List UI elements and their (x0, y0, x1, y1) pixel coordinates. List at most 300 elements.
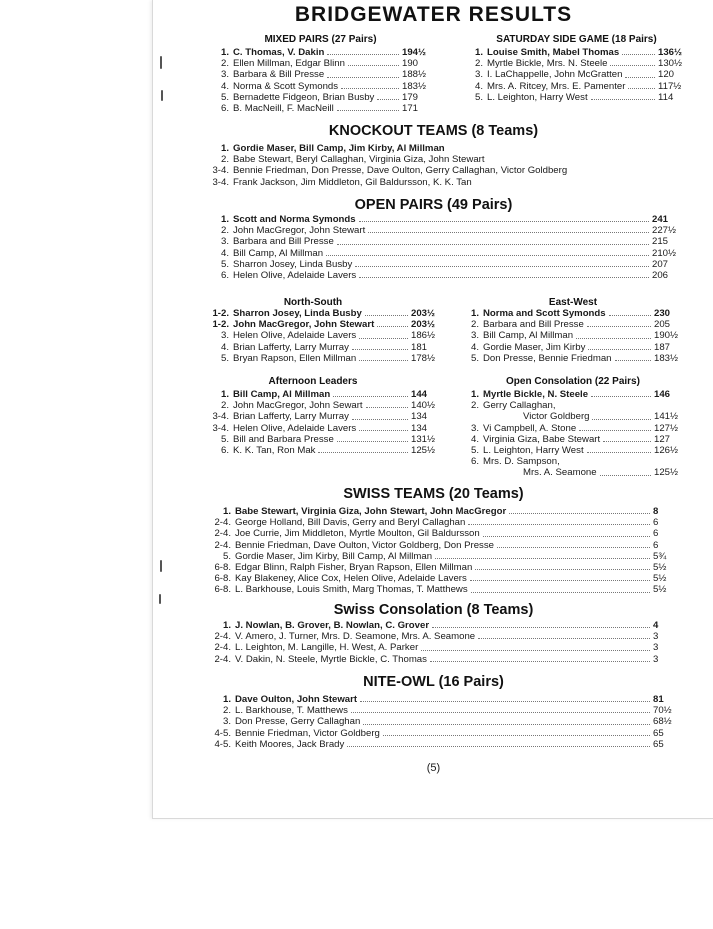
dot-leader (377, 325, 408, 327)
binding-mark (160, 560, 162, 572)
open-consolation-heading: Open Consolation (22 Pairs) (506, 376, 640, 387)
result-row (197, 400, 437, 411)
result-names: Keith Moores, Jack Brady (235, 738, 345, 750)
result-score: 120 (658, 69, 675, 81)
result-score: 3 (653, 653, 659, 665)
result-names: Gordie Maser, Jim Kirby (483, 341, 586, 353)
result-score: 131½ (411, 433, 436, 445)
result-row (465, 353, 680, 364)
dot-leader (383, 734, 650, 736)
result-rank: 5. (220, 433, 229, 445)
result-names: Brian Lafferty, Larry Murray (233, 341, 349, 353)
result-names: K. K. Tan, Ron Mak (233, 444, 316, 456)
result-score: 81 (653, 694, 664, 705)
result-score: 134 (411, 422, 428, 434)
result-row (197, 353, 437, 364)
result-rank: 6. (220, 269, 229, 281)
result-row (213, 81, 428, 92)
result-row (197, 423, 437, 434)
knockout-heading: KNOCKOUT TEAMS (8 Teams) (328, 123, 539, 139)
result-row (197, 389, 437, 400)
dot-leader (352, 348, 408, 350)
result-rank: 4. (220, 80, 229, 92)
result-names: Babe Stewart, Virginia Giza, John Stewart, John MacGregor (235, 506, 507, 517)
result-score: 215 (652, 236, 669, 248)
result-row (199, 694, 679, 705)
page-number: (5) (426, 762, 441, 774)
result-row (199, 654, 679, 665)
result-names: Mrs. D. Sampson, (483, 456, 560, 468)
result-rank: 6. (470, 456, 479, 468)
result-names: L. Barkhouse, T. Matthews (235, 705, 348, 717)
result-names: Sharron Josey, Linda Busby (233, 258, 353, 270)
result-rank: 3. (220, 236, 229, 248)
result-row (199, 517, 679, 528)
result-score: 205 (654, 319, 671, 331)
nite-owl-heading: NITE-OWL (16 Pairs) (363, 674, 504, 690)
result-names: John MacGregor, John Stewart (233, 225, 366, 237)
result-row (465, 423, 680, 434)
result-rank: 1. (220, 214, 229, 225)
result-rank: 2-4. (214, 517, 231, 529)
swiss-heading: SWISS TEAMS (20 Teams) (343, 486, 524, 502)
result-names: John MacGregor, John Stewart (233, 319, 375, 331)
result-score: 210½ (652, 247, 677, 259)
dot-leader (603, 440, 651, 442)
result-rank: 2-4. (214, 539, 231, 551)
dot-leader (359, 429, 408, 431)
result-names: Scott and Norma Symonds (233, 214, 356, 225)
result-score: 68½ (653, 716, 672, 728)
result-row (213, 47, 428, 58)
result-rank: 6. (220, 102, 229, 114)
result-names: L. Leighton, M. Langille, H. West, A. Parker (235, 642, 419, 654)
result-names: Norma & Scott Symonds (233, 80, 339, 92)
result-row (199, 620, 679, 631)
result-row (199, 562, 679, 573)
result-row (199, 573, 679, 584)
result-rank: 2. (222, 705, 231, 717)
dot-leader (341, 87, 399, 89)
dot-leader (483, 535, 650, 537)
result-score: 183½ (654, 352, 679, 364)
result-row (465, 456, 680, 467)
result-rank: 1. (222, 506, 231, 517)
mixed-pairs-table (213, 47, 428, 114)
result-score: 126½ (654, 444, 679, 456)
result-names: Edgar Blinn, Ralph Fisher, Bryan Rapson, Ellen Millman (235, 561, 473, 573)
result-rank: 2-4. (214, 653, 231, 665)
dot-leader (337, 109, 399, 111)
result-score: 6 (653, 539, 659, 551)
result-score: 65 (653, 727, 664, 739)
saturday-side-table (469, 47, 684, 103)
result-rank: 4. (470, 433, 479, 445)
dot-leader (468, 523, 650, 525)
result-row (193, 165, 693, 176)
result-names: Frank Jackson, Jim Middleton, Gil Baldursson, K. K. Tan (233, 176, 472, 188)
knockout-table (193, 143, 693, 188)
result-row (465, 319, 680, 330)
result-names: Victor Goldberg (523, 411, 590, 423)
result-score: 181 (411, 341, 428, 353)
result-rank: 4. (470, 341, 479, 353)
result-row (213, 248, 678, 259)
result-rank: 3. (470, 422, 479, 434)
result-score: 125½ (654, 467, 679, 479)
result-rank: 3-4. (212, 411, 229, 423)
result-row (193, 143, 693, 154)
result-row (465, 389, 680, 400)
dot-leader (359, 276, 649, 278)
result-names: Dave Oulton, John Stewart (235, 694, 358, 705)
result-names: Don Presse, Bennie Friedman (483, 352, 612, 364)
result-names: Bill and Barbara Presse (233, 433, 334, 445)
result-names: Bill Camp, Al Millman (233, 247, 324, 259)
result-rank: 4-5. (214, 727, 231, 739)
result-score: 130½ (658, 58, 683, 70)
dot-leader (318, 451, 408, 453)
result-names: L. Leighton, Harry West (487, 91, 588, 103)
result-score: 179 (402, 91, 419, 103)
document-page (152, 0, 713, 819)
result-names: Norma and Scott Symonds (483, 308, 606, 319)
result-names: Bill Camp, Al Millman (483, 330, 574, 342)
dot-leader (368, 231, 649, 233)
result-row (213, 270, 678, 281)
dot-leader (337, 243, 649, 245)
result-score: 203½ (411, 308, 436, 319)
dot-leader (435, 557, 650, 559)
result-score: 125½ (411, 444, 436, 456)
result-names: Bernadette Fidgeon, Brian Busby (233, 91, 375, 103)
dot-leader (377, 98, 399, 100)
result-score: 188½ (402, 69, 427, 81)
binding-mark (160, 56, 162, 69)
result-row (197, 319, 437, 330)
dot-leader (430, 660, 650, 662)
result-row (465, 308, 680, 319)
result-names: L. Barkhouse, Louis Smith, Marg Thomas, T. Matthews (235, 584, 468, 596)
result-row (469, 58, 684, 69)
result-rank: 1. (470, 389, 479, 400)
result-rank: 1. (220, 143, 229, 154)
result-row (197, 411, 437, 422)
result-names: Bill Camp, Al Millman (233, 389, 331, 400)
swiss-consolation-table (199, 620, 679, 665)
result-row (199, 528, 679, 539)
result-rank: 2-4. (214, 528, 231, 540)
result-rank: 3. (220, 69, 229, 81)
result-rank: 5. (220, 91, 229, 103)
result-row (213, 69, 428, 80)
result-row (213, 259, 678, 270)
result-score: 190½ (654, 330, 679, 342)
result-row (465, 434, 680, 445)
result-names: L. Leighton, Harry West (483, 444, 584, 456)
result-rank: 5. (220, 352, 229, 364)
dot-leader (588, 348, 651, 350)
result-names: Babe Stewart, Beryl Callaghan, Virginia Giza, John Stewart (233, 154, 485, 166)
result-rank: 1-2. (212, 319, 229, 331)
result-score: 6 (653, 517, 659, 529)
result-rank: 1. (474, 47, 483, 58)
dot-leader (628, 87, 655, 89)
result-row (213, 236, 678, 247)
result-row (465, 342, 680, 353)
result-row (199, 642, 679, 653)
result-row (199, 716, 679, 727)
result-row (197, 434, 437, 445)
dot-leader (579, 429, 651, 431)
result-names: I. LaChappelle, John McGratten (487, 69, 623, 81)
dot-leader (348, 64, 399, 66)
result-row (465, 411, 680, 422)
dot-leader (610, 64, 655, 66)
dot-leader (360, 700, 650, 702)
result-score: 8 (653, 506, 659, 517)
result-names: V. Dakin, N. Steele, Myrtle Bickle, C. Thomas (235, 653, 427, 665)
result-score: 117½ (658, 80, 682, 92)
result-names: B. MacNeill, F. MacNeill (233, 102, 334, 114)
result-rank: 2. (470, 400, 479, 412)
result-names: Bennie Friedman, Dave Oulton, Victor Goldberg, Don Presse (235, 539, 494, 551)
result-row (469, 69, 684, 80)
result-score: 190 (402, 58, 419, 70)
result-names: Don Presse, Gerry Callaghan (235, 716, 361, 728)
dot-leader (591, 395, 651, 397)
result-names: Helen Olive, Adelaide Lavers (233, 422, 357, 434)
result-rank: 6-8. (214, 584, 231, 596)
result-row (193, 177, 693, 188)
result-names: C. Thomas, V. Dakin (233, 47, 325, 58)
dot-leader (471, 591, 650, 593)
result-rank: 2-4. (214, 631, 231, 643)
east-west-heading: East-West (548, 297, 598, 308)
result-score: 134 (411, 411, 428, 423)
result-row (197, 342, 437, 353)
result-row (465, 467, 680, 478)
result-names: Sharron Josey, Linda Busby (233, 308, 362, 319)
result-row (469, 81, 684, 92)
result-score: 187 (654, 341, 671, 353)
result-rank: 2. (474, 58, 483, 70)
dot-leader (359, 359, 408, 361)
result-rank: 5. (470, 352, 479, 364)
result-row (465, 400, 680, 411)
result-rank: 2. (220, 400, 229, 412)
result-score: 241 (652, 214, 669, 225)
result-rank: 3. (220, 330, 229, 342)
afternoon-heading: Afternoon Leaders (268, 376, 358, 387)
result-names: Barbara & Bill Presse (233, 69, 325, 81)
result-score: 144 (411, 389, 428, 400)
result-score: 6 (653, 528, 659, 540)
result-names: Barbara and Bill Presse (233, 236, 334, 248)
dot-leader (327, 53, 399, 55)
result-row (469, 92, 684, 103)
result-rank: 3. (222, 716, 231, 728)
result-rank: 6. (220, 444, 229, 456)
result-score: 5½ (653, 584, 667, 596)
binding-mark (161, 90, 163, 101)
result-score: 136½ (658, 47, 683, 58)
result-rank: 4. (220, 247, 229, 259)
open-consolation-table (465, 389, 680, 479)
result-rank: 2. (220, 58, 229, 70)
page-title: BRIDGEWATER RESULTS (294, 3, 573, 26)
result-score: 5¾ (653, 550, 667, 562)
result-rank: 1. (222, 694, 231, 705)
result-rank: 5. (474, 91, 483, 103)
mixed-pairs-heading: MIXED PAIRS (27 Pairs) (264, 34, 377, 45)
result-rank: 1. (220, 389, 229, 400)
result-row (213, 214, 678, 225)
result-rank: 4-5. (214, 738, 231, 750)
dot-leader (359, 337, 408, 339)
result-names: Brian Lafferty, Larry Murray (233, 411, 349, 423)
result-score: 230 (654, 308, 671, 319)
dot-leader (475, 568, 650, 570)
result-score: 203½ (411, 319, 436, 331)
result-names: Kay Blakeney, Alice Cox, Helen Olive, Adelaide Lavers (235, 573, 467, 585)
result-score: 65 (653, 738, 664, 750)
result-row (199, 739, 679, 750)
result-row (197, 330, 437, 341)
result-row (213, 225, 678, 236)
dot-leader (352, 418, 408, 420)
result-rank: 3-4. (212, 176, 229, 188)
result-score: 127½ (654, 422, 679, 434)
result-score: 3 (653, 631, 659, 643)
result-score: 5½ (653, 573, 667, 585)
result-row (197, 445, 437, 456)
result-rank: 4. (474, 80, 483, 92)
result-rank: 3-4. (212, 165, 229, 177)
dot-leader (366, 406, 408, 408)
result-row (199, 631, 679, 642)
result-rank: 2. (470, 319, 479, 331)
result-score: 140½ (411, 400, 436, 412)
dot-leader (351, 711, 650, 713)
result-score: 194½ (402, 47, 427, 58)
result-row (469, 47, 684, 58)
dot-leader (470, 579, 650, 581)
result-names: Gerry Callaghan, (483, 400, 556, 412)
result-names: Bennie Friedman, Don Presse, Dave Oulton, Gerry Callaghan, Victor Goldberg (233, 165, 568, 177)
result-names: Gordie Maser, Bill Camp, Jim Kirby, Al Millman (233, 143, 445, 154)
result-score: 3 (653, 642, 659, 654)
result-rank: 2. (220, 154, 229, 166)
dot-leader (432, 626, 650, 628)
result-names: Vi Campbell, A. Stone (483, 422, 577, 434)
result-names: Helen Olive, Adelaide Lavers (233, 330, 357, 342)
dot-leader (609, 314, 651, 316)
dot-leader (591, 98, 655, 100)
dot-leader (333, 395, 408, 397)
result-score: 206 (652, 269, 669, 281)
result-score: 171 (402, 102, 419, 114)
saturday-side-heading: SATURDAY SIDE GAME (18 Pairs) (496, 34, 657, 45)
result-score: 207 (652, 258, 669, 270)
result-rank: 2. (220, 225, 229, 237)
result-row (213, 103, 428, 114)
open-pairs-table (213, 214, 678, 281)
dot-leader (359, 220, 649, 222)
result-score: 183½ (402, 80, 427, 92)
result-names: Myrtle Bickle, N. Steele (483, 389, 589, 400)
result-names: Joe Currie, Jim Middleton, Myrtle Moulton, Gil Baldursson (235, 528, 480, 540)
dot-leader (622, 53, 655, 55)
result-names: Virginia Giza, Babe Stewart (483, 433, 601, 445)
result-score: 70½ (653, 705, 672, 717)
open-pairs-heading: OPEN PAIRS (49 Pairs) (354, 197, 513, 213)
result-row (197, 308, 437, 319)
result-names: George Holland, Bill Davis, Gerry and Beryl Callaghan (235, 517, 466, 529)
result-row (199, 551, 679, 562)
result-score: 127 (654, 433, 671, 445)
east-west-table (465, 308, 680, 364)
result-row (465, 330, 680, 341)
result-row (199, 728, 679, 739)
dot-leader (363, 723, 650, 725)
dot-leader (365, 314, 408, 316)
result-names: Helen Olive, Adelaide Lavers (233, 269, 357, 281)
swiss-table (199, 506, 679, 596)
result-rank: 5. (470, 444, 479, 456)
result-names: John MacGregor, John Sewart (233, 400, 363, 412)
north-south-table (197, 308, 437, 364)
result-rank: 5. (222, 550, 231, 562)
result-rank: 1. (220, 47, 229, 58)
result-row (213, 92, 428, 103)
result-rank: 3-4. (212, 422, 229, 434)
result-rank: 4. (220, 341, 229, 353)
result-score: 186½ (411, 330, 436, 342)
dot-leader (347, 745, 650, 747)
result-rank: 2-4. (214, 642, 231, 654)
dot-leader (587, 325, 651, 327)
result-score: 114 (658, 91, 674, 103)
dot-leader (355, 265, 649, 267)
dot-leader (587, 451, 651, 453)
result-row (199, 540, 679, 551)
result-score: 4 (653, 620, 659, 631)
result-names: J. Nowlan, B. Grover, B. Nowlan, C. Grover (235, 620, 430, 631)
result-score: 146 (654, 389, 671, 400)
nite-owl-table (199, 694, 679, 750)
result-row (213, 58, 428, 69)
result-rank: 1. (222, 620, 231, 631)
result-names: Mrs. A. Ritcey, Mrs. E. Pamenter (487, 80, 626, 92)
result-row (193, 154, 693, 165)
dot-leader (509, 512, 650, 514)
dot-leader (337, 440, 408, 442)
result-score: 227½ (652, 225, 677, 237)
dot-leader (576, 337, 651, 339)
result-names: Barbara and Bill Presse (483, 319, 584, 331)
result-score: 5½ (653, 561, 667, 573)
result-rank: 6-8. (214, 561, 231, 573)
result-names: Gordie Maser, Jim Kirby, Bill Camp, Al Millman (235, 550, 433, 562)
dot-leader (326, 254, 649, 256)
dot-leader (478, 637, 650, 639)
result-names: Louise Smith, Mabel Thomas (487, 47, 620, 58)
result-score: 141½ (654, 411, 679, 423)
dot-leader (592, 418, 651, 420)
result-rank: 6-8. (214, 573, 231, 585)
dot-leader (600, 474, 651, 476)
